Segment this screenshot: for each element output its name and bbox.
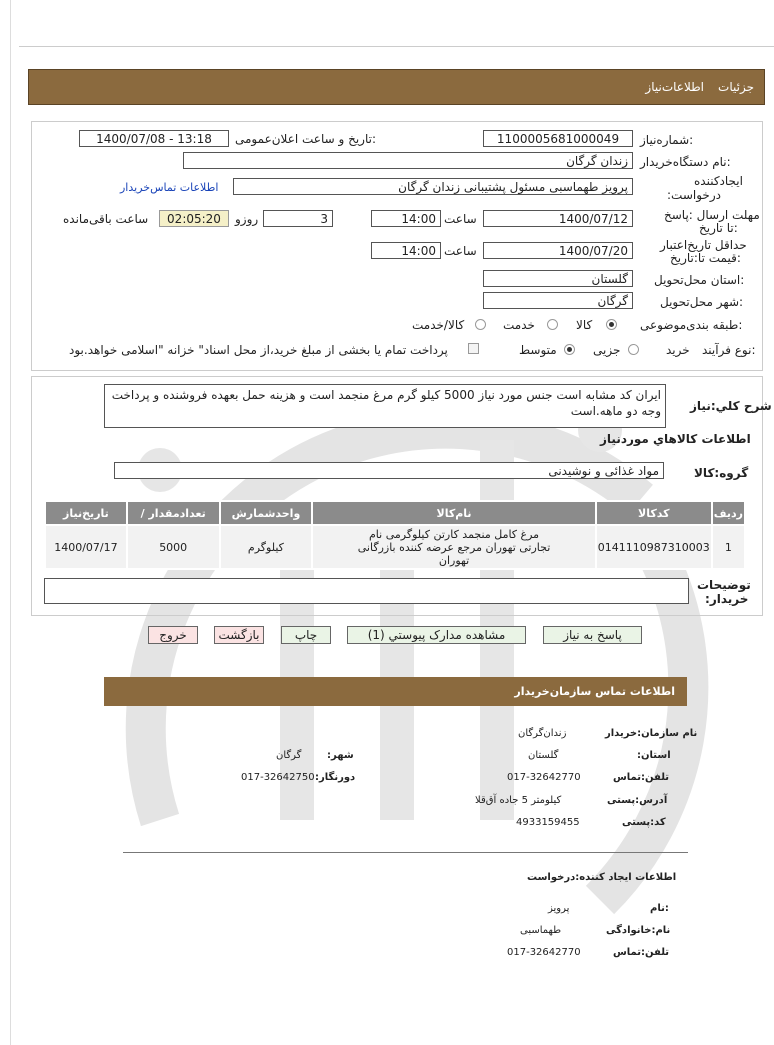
table-header-row — [45, 501, 745, 525]
need-number-label: شماره‌نیاز: — [640, 133, 694, 147]
treasury-note: پرداخت تمام یا بخشی از مبلغ خرید،از محل اسناد" خزانه "اسلامی خواهد.بود — [69, 343, 448, 357]
back-button[interactable]: بازگشت — [214, 626, 264, 644]
contact-bar-title: اطلاعات تماس سازمان‌خریدار — [514, 685, 675, 698]
creator-phone-label: تلفن:تماس — [613, 947, 670, 958]
contact-postal-label: کد:پستی — [622, 817, 666, 828]
category-service-radio[interactable] — [547, 319, 558, 330]
contact-address-label: آدرس:پستی — [607, 795, 668, 806]
creator-phone-value: 017-32642770 — [507, 947, 581, 958]
category-goods-radio[interactable] — [606, 319, 617, 330]
validity-label-line1: حداقل تاریخ‌اعتبار — [660, 238, 747, 252]
buyer-notes-label-line1: توضیحات — [697, 578, 751, 592]
contact-org-value: زندان‌گرگان — [518, 728, 567, 739]
col-item-code: کدکالا — [596, 501, 712, 525]
need-number-field: 1100005681000049 — [483, 130, 633, 147]
contact-postal-value: 4933159455 — [516, 817, 580, 828]
group-field: مواد غذائی و نوشیدنی — [114, 462, 664, 479]
summary-text: ایران کد مشابه است جنس مورد نیاز 5000 کیلو گرم مرغ منجمد است و هزینه حمل بعهده فروشنده و پرداخت وجه دو ماهه.است — [104, 384, 666, 428]
buyer-notes-label-line2: :خریدار — [705, 592, 749, 606]
summary-label: شرح کلي:نیاز — [690, 399, 772, 413]
table-row — [45, 525, 745, 569]
deadline-label-line1: مهلت ارسال :پاسخ — [664, 208, 760, 222]
deadline-time-field: 14:00 — [371, 210, 441, 227]
province-label: استان محل‌تحویل: — [654, 273, 745, 287]
col-row: ردیف — [712, 501, 745, 525]
remaining-time-field: 02:05:20 — [159, 210, 229, 227]
creator-family-label: نام:خانوادگی — [606, 925, 671, 936]
col-quantity: / تعدادمقدار — [127, 501, 220, 525]
goods-info-title: اطلاعات کالاهاي موردنیاز — [600, 432, 751, 446]
validity-hour-label: ساعت — [444, 244, 477, 258]
creator-label-line2: :درخواست — [667, 188, 721, 202]
category-service-label: خدمت — [503, 318, 535, 332]
col-need-date: تاریخ‌نیاز — [45, 501, 127, 525]
creator-name-value: پرویز — [548, 903, 570, 914]
treasury-checkbox[interactable] — [468, 343, 479, 354]
attachments-button[interactable]: مشاهده مدارک پیوستي (1) — [347, 626, 526, 644]
creator-field: پرویز طهماسبی مسئول پشتیبانی زندان گرگان — [233, 178, 633, 195]
contact-phone-value: 017-32642770 — [507, 772, 581, 783]
validity-label-line2: قیمت تا:تاریخ: — [670, 251, 741, 265]
col-item-name: نام‌کالا — [312, 501, 595, 525]
deadline-date-field: 1400/07/12 — [483, 210, 633, 227]
header-bar — [28, 69, 765, 105]
contact-city-value: گرگان — [276, 750, 302, 761]
contact-fax-label: :دورنگار — [315, 772, 356, 783]
creator-label-line1: ایجادکننده — [694, 174, 743, 188]
announce-field: 1400/07/08 - 13:18 — [79, 130, 229, 147]
process-buy-label: خرید — [666, 343, 690, 357]
process-partial-label: جزیی — [593, 343, 621, 357]
cell-need-date: 1400/07/17 — [45, 525, 127, 569]
buyer-org-field: زندان گرگان — [183, 152, 633, 169]
col-unit: واحدشمارش — [220, 501, 313, 525]
buyer-contact-link[interactable]: اطلاعات تماس‌خریدار — [120, 181, 219, 194]
buyer-org-label: نام دستگاه‌خریدار: — [640, 155, 731, 169]
process-partial-radio[interactable] — [628, 344, 639, 355]
creator-family-value: طهماسبی — [520, 925, 562, 936]
group-label: گروه:کالا — [694, 466, 749, 480]
category-label: طبقه بندی‌موضوعی: — [640, 318, 743, 332]
contact-city-label: :شهر — [327, 750, 354, 761]
category-both-label: کالا/خدمت — [412, 318, 465, 332]
deadline-hour-label: ساعت — [444, 212, 477, 226]
cell-quantity: 5000 — [127, 525, 220, 569]
cell-item-code: 0141110987310003 — [596, 525, 712, 569]
left-border — [10, 0, 11, 1045]
creator-info-title: اطلاعات ایجاد کننده:درخواست — [527, 872, 677, 883]
announce-label: تاریخ و ساعت اعلان‌عمومی: — [235, 132, 377, 146]
items-table — [44, 500, 746, 570]
contact-phone-label: تلفن:تماس — [613, 772, 670, 783]
contact-fax-value: 017-32642750 — [241, 772, 315, 783]
contact-divider — [123, 852, 688, 853]
validity-time-field: 14:00 — [371, 242, 441, 259]
process-medium-radio[interactable] — [564, 344, 575, 355]
tab-details[interactable]: جزئیات — [718, 80, 754, 94]
city-label: شهر محل‌تحویل: — [660, 295, 744, 309]
remaining-label: ساعت باقی‌مانده — [63, 212, 149, 226]
contact-address-value: کیلومتر 5 جاده آق‌قلا — [475, 795, 562, 806]
process-label: نوع فرآیند: — [702, 343, 756, 357]
province-field: گلستان — [483, 270, 633, 287]
category-goods-label: کالا — [576, 318, 593, 332]
cell-item-name: مرغ کامل منجمد کارتن کیلوگرمی نام تجارتی تهوران مرجع عرضه کننده بازرگانی تهوران — [312, 525, 595, 569]
print-button[interactable]: چاپ — [281, 626, 331, 644]
creator-name-label: نام: — [650, 903, 669, 914]
buyer-notes-field — [44, 578, 689, 604]
city-field: گرگان — [483, 292, 633, 309]
top-divider — [19, 46, 774, 47]
deadline-label-line2: تا تاریخ: — [699, 221, 738, 235]
contact-province-label: :استان — [637, 750, 671, 761]
respond-button[interactable]: پاسخ به نیاز — [543, 626, 642, 644]
days-field: 3 — [263, 210, 333, 227]
cell-unit: کیلوگرم — [220, 525, 313, 569]
validity-date-field: 1400/07/20 — [483, 242, 633, 259]
category-both-radio[interactable] — [475, 319, 486, 330]
contact-org-label: نام سازمان:خریدار — [605, 728, 698, 739]
process-medium-label: متوسط — [519, 343, 557, 357]
contact-bar — [104, 677, 687, 706]
contact-province-value: گلستان — [528, 750, 559, 761]
tab-need-info[interactable]: اطلاعات‌نیاز — [645, 80, 704, 94]
days-label: روزو — [235, 212, 259, 226]
exit-button[interactable]: خروج — [148, 626, 198, 644]
cell-row: 1 — [712, 525, 745, 569]
